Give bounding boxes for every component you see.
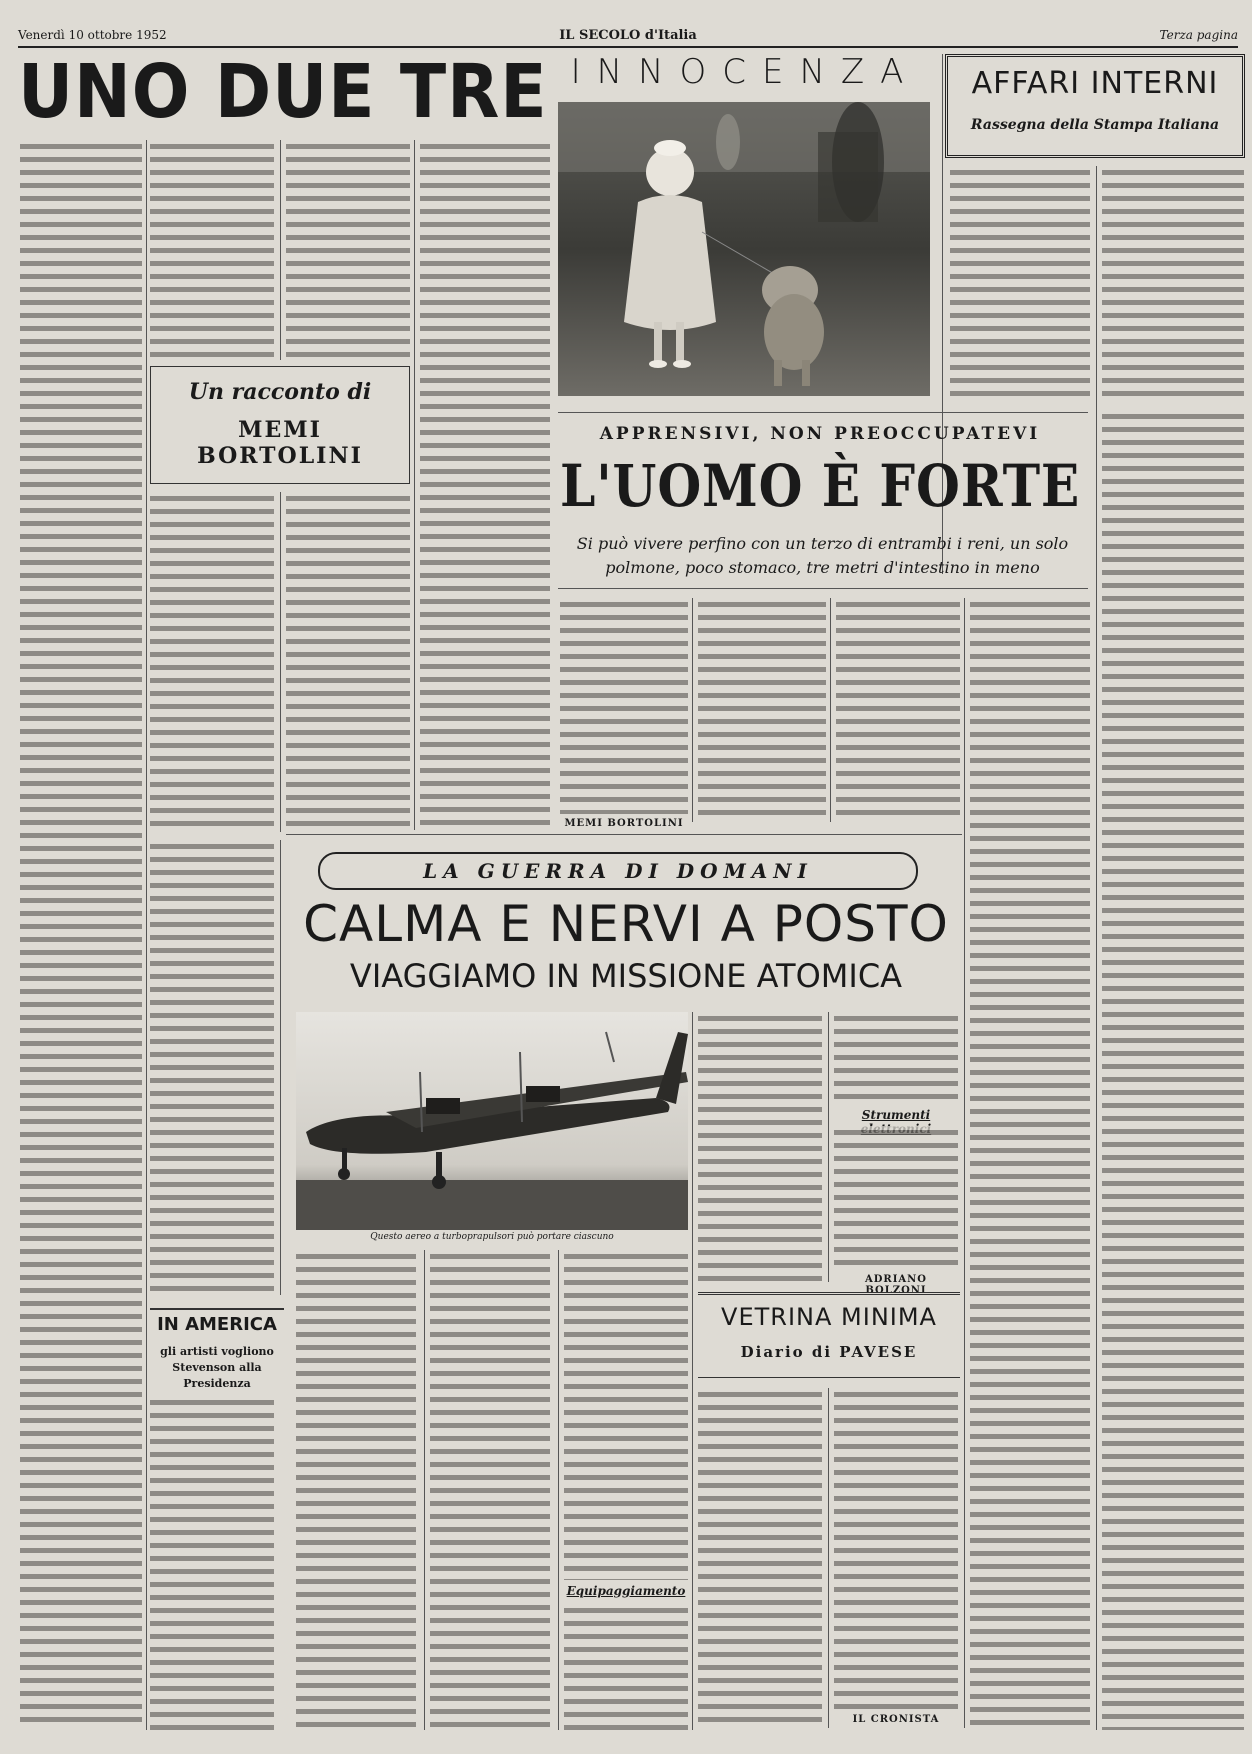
column-rule [692, 598, 693, 822]
column-text [420, 140, 550, 830]
column-text [296, 1250, 416, 1730]
column-rule [964, 598, 965, 1728]
bortolini-signature: MEMI BORTOLINI [564, 818, 684, 829]
column-text [150, 492, 274, 832]
column-rule [828, 1388, 829, 1728]
masthead-paper: IL SECOLO d'Italia [559, 28, 697, 43]
masthead-strip [18, 26, 1238, 48]
in-america-sub2: Stevenson alla Presidenza [172, 1361, 262, 1390]
headline-affari-interni: AFFARI INTERNI [971, 66, 1219, 101]
column-rule [414, 140, 415, 830]
bolzoni-signature: ADRIANO BOLZONI [864, 1274, 928, 1296]
forte-subtitle: Si può vivere perfino con un terzo di entrambi i reni, un solo polmone, poco stomaco, tre metri d'intestino in meno [576, 534, 1069, 577]
author-box-line2: MEMI BORTOLINI [197, 417, 363, 469]
photo-child-image [558, 102, 930, 396]
author-box [150, 366, 410, 484]
headline-uno-due-tre: UNO DUE TRE [18, 49, 548, 135]
column-text [698, 598, 826, 822]
headline-luomo-forte: L'UOMO È FORTE [560, 452, 1081, 520]
column-text [834, 1126, 958, 1272]
masthead-date: Venerdì 10 ottobre 1952 [18, 28, 167, 42]
vetrina-subtitle: Diario di PAVESE [740, 1343, 918, 1361]
section-rule [558, 588, 1088, 589]
column-text [150, 1396, 274, 1736]
column-text [564, 1250, 688, 1580]
column-text [834, 1388, 958, 1710]
subhead-equipaggiamento: Equipaggiamento [566, 1584, 686, 1598]
column-rule [280, 140, 281, 360]
headline-missione-atomica: VIAGGIAMO IN MISSIONE ATOMICA [349, 957, 903, 995]
in-america-headline: IN AMERICA [157, 1314, 277, 1335]
column-text [150, 840, 274, 1295]
author-box-line1: Un racconto di [188, 379, 372, 405]
photo-turboprop-aircraft [296, 1012, 688, 1230]
column-text [970, 598, 1090, 1728]
column-rule [280, 492, 281, 832]
column-text [834, 1012, 958, 1102]
column-rule [692, 1012, 693, 1730]
column-text [20, 140, 142, 1730]
headline-innocenza: INNOCENZA [570, 52, 920, 92]
column-rule [828, 1012, 829, 1282]
column-text [836, 598, 960, 822]
column-rule [424, 1250, 425, 1730]
column-rule [280, 840, 281, 1295]
column-text [430, 1250, 550, 1730]
in-america-box [150, 1308, 284, 1388]
column-text [560, 598, 688, 814]
vetrina-minima-box [698, 1292, 960, 1378]
column-text [698, 1388, 822, 1728]
column-text [564, 1604, 688, 1730]
column-rule [558, 1250, 559, 1730]
masthead-page: Terza pagina [1159, 28, 1238, 42]
subhead-strumenti-elettronici: Strumenti [861, 1108, 931, 1122]
column-text [286, 140, 410, 360]
photo-child-with-lion-cub [558, 102, 930, 396]
headline-calma-nervi: CALMA E NERVI A POSTO [303, 895, 949, 953]
in-america-sub1: gli artisti vogliono [160, 1345, 274, 1358]
column-text [1102, 166, 1244, 402]
cronista-signature: IL CRONISTA [852, 1714, 940, 1725]
column-text [150, 140, 274, 360]
affari-interni-subtitle: Rassegna della Stampa Italiana [970, 117, 1220, 133]
photo-aircraft-image [296, 1012, 688, 1230]
column-rule [1096, 166, 1097, 1730]
section-rule [286, 834, 962, 835]
forte-kicker: APPRENSIVI, NON PREOCCUPATEVI [599, 424, 1041, 444]
column-text [286, 492, 410, 832]
guerra-kicker: LA GUERRA DI DOMANI [318, 852, 918, 890]
aircraft-photo-caption: Questo aereo a turboprapulsori può portare ciascuno [370, 1232, 614, 1242]
column-rule [146, 140, 147, 1730]
column-rule [830, 598, 831, 822]
section-rule [558, 412, 1088, 413]
column-text [698, 1012, 822, 1282]
headline-vetrina-minima: VETRINA MINIMA [721, 1303, 937, 1331]
column-text [1102, 410, 1244, 1730]
column-text [950, 166, 1090, 402]
affari-interni-box [945, 54, 1245, 158]
